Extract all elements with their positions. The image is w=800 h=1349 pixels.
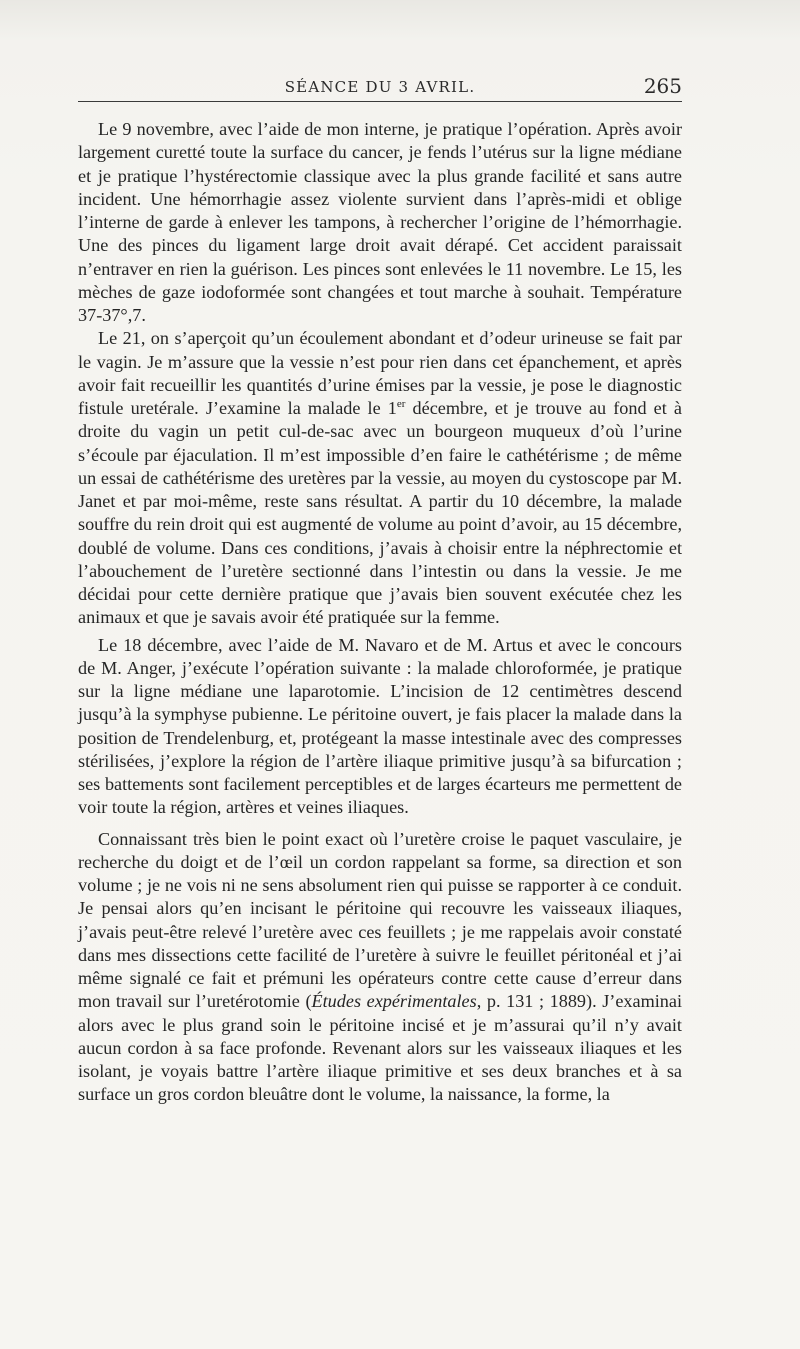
body-text — [78, 118, 682, 1107]
paragraph-3: Le 18 décembre, avec l’aide de M. Navaro et de M. Artus et avec le concours de M. Anger, j’exécute l’opération suivante : la malade chloroformée, je pratique sur la ligne médiane une laparotomie. L’incision de 12 centimètres descend jusqu’à la symphyse pubienne. Le péritoine ouvert, je fais placer la malade dans la position de Trendelenburg, et, protégeant la masse intestinale avec des compresses stérilisées, j’explore la région de l’artère iliaque primitive jusqu’à sa bifurcation ; ses battements sont facilement perceptibles et de larges écarteurs me permettent de voir toute la région, artères et veines iliaques. — [78, 634, 682, 818]
header-rule — [78, 101, 682, 102]
page-number: 265 — [643, 74, 682, 98]
paragraph-2-part-2: décembre, et je trouve au fond et à droite du vagin un petit cul-de-sac avec un bourgeon muqueux d’où l’urine s’écoule par éjaculation. Il m’est impossible d’en faire le cathétérisme ; de même un essai de cathétérisme des uretères par la vessie, au moyen du cystoscope par M. Janet et par moi-même, reste sans résultat. A partir du 10 décembre, la malade souffre du rein droit qui est augmenté de volume au point d’avoir, au 15 décembre, doublé de volume. Dans ces conditions, j’avais à choisir entre la néphrectomie et l’abouchement de l’uretère sectionné dans l’intestin ou dans la vessie. Je me décidai pour cette dernière pratique que j’avais bien souvent exécutée chez les animaux et que je savais avoir été pratiquée sur la femme. — [78, 398, 682, 628]
paragraph-4-part-2: , p. 131 ; 1889). J’examinai alors avec le plus grand soin le péritoine incisé et je m’assurai qu’il n’y avait aucun cordon à sa face profonde. Revenant alors sur les vaisseaux iliaques et les isolant, je voyais battre l’artère iliaque primitive et ses deux branches et à sa surface un gros cordon bleuâtre dont le volume, la naissance, la forme, la — [78, 991, 683, 1105]
ordinal-superscript: er — [396, 397, 406, 410]
paragraph-2 — [78, 327, 682, 629]
cited-work-title: Études expérimentales — [311, 991, 477, 1012]
running-title: SÉANCE DU 3 AVRIL. — [284, 78, 476, 96]
paragraph-4-part-1: Connaissant très bien le point exact où l’uretère croise le paquet vasculaire, je recherche du doigt et de l’œil un cordon rappelant sa forme, sa direction et son volume ; je ne vois ni ne sens absolument rien qui puisse se rapporter à ce conduit. Je pensai alors qu’en incisant le péritoine qui recouvre les vaisseaux iliaques, j’avais peut-être relevé l’uretère avec ces feuillets ; je me rappelais avoir constaté dans mes dissections cette facilité de l’uretère à suivre le feuillet péritonéal et j’ai même signalé ce fait et prémuni les opérateurs contre cette cause d’erreur dans mon travail sur l’uretérotomie ( — [78, 828, 682, 1012]
paragraph-4 — [78, 828, 682, 1107]
paragraph-1: Le 9 novembre, avec l’aide de mon interne, je pratique l’opération. Après avoir largement curetté toute la surface du cancer, je fends l’utérus sur la ligne médiane et je pratique l’hystérectomie classique avec la plus grande facilité et sans autre incident. Une hémorrhagie assez violente survient dans l’après-midi et oblige l’interne de garde à enlever les tampons, à rechercher l’origine de l’hémorrhagie. Une des pinces du ligament large droit avait dérapé. Cet accident paraissait n’entraver en rien la guérison. Les pinces sont enlevées le 11 novembre. Le 15, les mèches de gaze iodoformée sont changées et tout marche à souhait. Température 37-37°,7. — [78, 119, 682, 325]
page-header — [78, 74, 682, 98]
paragraph-2-part-1: Le 21, on s’aperçoit qu’un écoulement abondant et d’odeur urineuse se fait par le vagin. Je m’assure que la vessie n’est pour rien dans cet épanchement, et après avoir fait recueillir les quantités d’urine émises par la vessie, je pose le diagnostic fistule uretérale. J’examine la malade le 1 — [78, 328, 682, 418]
